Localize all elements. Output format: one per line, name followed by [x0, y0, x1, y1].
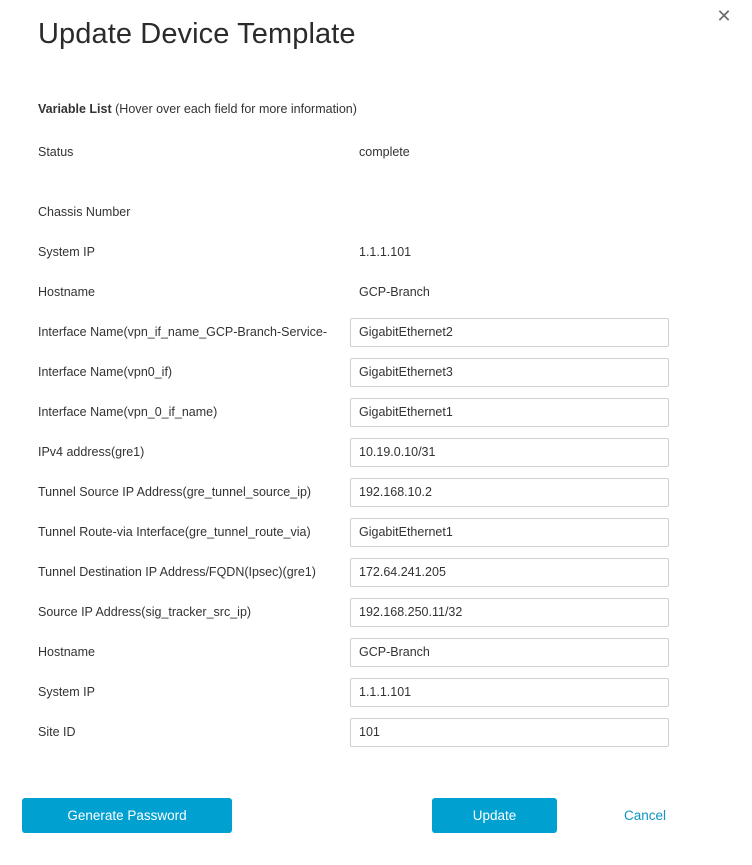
variable-row: [0, 132, 752, 172]
variable-label: Hostname: [38, 285, 95, 299]
close-icon[interactable]: ✕: [712, 4, 736, 28]
variable-input[interactable]: [350, 718, 669, 747]
variable-input[interactable]: [350, 398, 669, 427]
variable-value: GCP-Branch: [359, 285, 430, 299]
variable-row: [0, 472, 752, 512]
variable-label: System IP: [38, 245, 95, 259]
variable-input[interactable]: [350, 478, 669, 507]
generate-password-button[interactable]: Generate Password: [22, 798, 232, 833]
variable-rows: [0, 132, 752, 752]
variable-list-label: Variable List: [38, 102, 112, 116]
variable-label: Chassis Number: [38, 205, 131, 219]
variable-row: [0, 552, 752, 592]
variable-label: Interface Name(vpn_if_name_GCP-Branch-Service-: [38, 325, 328, 339]
variable-row: [0, 632, 752, 672]
variable-row: [0, 272, 752, 312]
variable-input[interactable]: [350, 598, 669, 627]
variable-row: [0, 312, 752, 352]
variable-input[interactable]: [350, 518, 669, 547]
variable-row: [0, 352, 752, 392]
variable-value: 1.1.1.101: [359, 245, 412, 259]
variable-row: [0, 392, 752, 432]
variable-list-hint: (Hover over each field for more information): [111, 102, 357, 116]
variable-list-header: [38, 102, 357, 116]
variable-label: System IP: [38, 685, 95, 699]
variable-row: [0, 432, 752, 472]
variable-label: Site ID: [38, 725, 76, 739]
variable-label: Tunnel Route-via Interface(gre_tunnel_route_via): [38, 525, 311, 539]
variable-label: Interface Name(vpn0_if): [38, 365, 173, 379]
variable-row: [0, 512, 752, 552]
variable-label: Interface Name(vpn_0_if_name): [38, 405, 218, 419]
variable-row: [0, 192, 752, 232]
dialog-footer: [0, 781, 752, 865]
cancel-button[interactable]: Cancel: [590, 798, 700, 833]
variable-input[interactable]: [350, 558, 669, 587]
variable-input[interactable]: [350, 678, 669, 707]
variable-input[interactable]: [350, 318, 669, 347]
update-button[interactable]: Update: [432, 798, 557, 833]
variable-input[interactable]: [350, 438, 669, 467]
variable-label: Status: [38, 145, 74, 159]
variable-row: [0, 232, 752, 272]
page-title: Update Device Template: [38, 18, 356, 50]
variable-input[interactable]: [350, 358, 669, 387]
variable-label: Tunnel Destination IP Address/FQDN(Ipsec)(gre1): [38, 565, 316, 579]
variable-label: Tunnel Source IP Address(gre_tunnel_source_ip): [38, 485, 312, 499]
variable-row: [0, 712, 752, 752]
variable-input[interactable]: [350, 638, 669, 667]
variable-label: IPv4 address(gre1): [38, 445, 145, 459]
variable-row: [0, 592, 752, 632]
variable-label: Source IP Address(sig_tracker_src_ip): [38, 605, 252, 619]
variable-row: [0, 672, 752, 712]
variable-value: complete: [359, 145, 410, 159]
variable-row: [0, 172, 752, 192]
variable-label: Hostname: [38, 645, 95, 659]
